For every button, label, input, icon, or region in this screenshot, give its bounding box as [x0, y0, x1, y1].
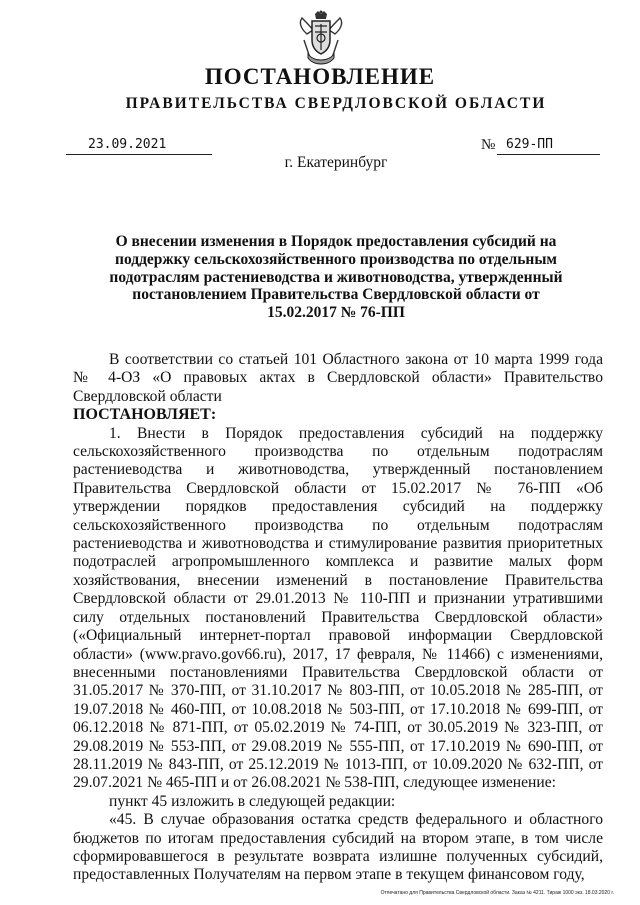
document-title: ПОСТАНОВЛЕНИЕ [204, 64, 436, 89]
issuing-authority: ПРАВИТЕЛЬСТВА СВЕРДЛОВСКОЙ ОБЛАСТИ [125, 95, 547, 112]
coat-of-arms-emblem [298, 10, 344, 68]
resolve-heading: ПОСТАНОВЛЯЕТ: [73, 406, 217, 424]
document-city: г. Екатеринбург [284, 154, 388, 171]
quote-paragraph: «45. В случае образования остатка средств федерального и областного бюджетов по итогам предоставления субсидий на втором этапе, в том числе сформировавшегося в результате возврата излишне полученных субсидий, предоставленных Получателям на первом этапе в текущем финансовом году, [73, 811, 603, 884]
document-date: 23.09.2021 [66, 137, 212, 155]
document-number-label: № [481, 137, 496, 153]
document-body [73, 351, 603, 885]
document-number: 629-ПП [497, 137, 600, 155]
print-footer: Отпечатано для Правительства Свердловской области. Заказ № 4211. Тираж 1000 экз. 18.03.2020 г. [380, 890, 614, 896]
preamble-paragraph: В соответствии со статьей 101 Областного закона от 10 марта 1999 года № 4-ОЗ «О правовых актах в Свердловской области» Правительство Свердловской области [73, 351, 603, 405]
document-heading: О внесении изменения в Порядок предоставления субсидий на поддержку сельскохозяйственного производства по отдельным подотраслям растениеводства и животноводства, утвержденный постановлением Правительства Свердловской области от 15.02.2017 № 76-ПП [109, 233, 563, 322]
item-1-paragraph: 1. Внести в Порядок предоставления субсидий на поддержку сельскохозяйственного производства по отдельным подотраслям растениеводства и животноводства, утвержденный постановлением Правительства Свердловской области от 15.02.2017 № 76-ПП «Об утверждении порядков предоставления субсидий на поддержку сельскохозяйственного производства по отдельным подотраслям растениеводства и животноводства и стимулирование развития приоритетных подотраслей агропромышленного комплекса и развитие малых форм хозяйствования, внесении изменений в постановление Правительства Свердловской области от 29.01.2013 № 110-ПП и признании утратившими силу отдельных постановлений Правительства Свердловской области» («Официальный интернет-портал правовой информации Свердловской области» (www.pravo.gov66.ru), 2017, 17 февраля, № 11466) с изменениями, внесенными постановлениями Правительства Свердловской области от 31.05.2017 № 370-ПП, от 31.10.2017 № 803-ПП, от 10.05.2018 № 285-ПП, от 19.07.2018 № 460-ПП, от 10.08.2018 № 503-ПП, от 17.10.2018 № 699-ПП, от 06.12.2018 № 871-ПП, от 05.02.2019 № 74-ПП, от 30.05.2019 № 323-ПП, от 29.08.2019 № 553-ПП, от 29.08.2019 № 555-ПП, от 17.10.2019 № 690-ПП, от 28.11.2019 № 843-ПП, от 25.12.2019 № 1013-ПП, от 10.09.2020 № 632-ПП, от 29.07.2021 № 465-ПП и от 26.08.2021 № 538-ПП, следующее изменение: [73, 424, 603, 792]
item-point-paragraph: пункт 45 изложить в следующей редакции: [109, 792, 396, 810]
